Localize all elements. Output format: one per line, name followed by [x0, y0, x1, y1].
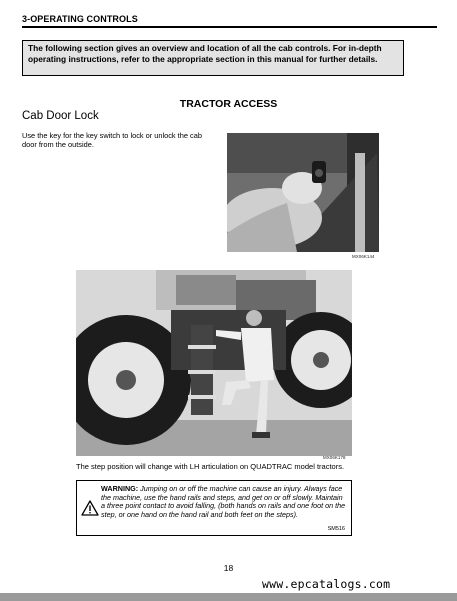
cab-door-instructions: Use the key for the key switch to lock or unlock the cab door from the outside.	[22, 131, 202, 150]
door-lock-photo	[227, 133, 379, 252]
watermark: www.epcatalogs.com	[262, 577, 391, 591]
page-number: 18	[223, 563, 234, 573]
section-title: TRACTOR ACCESS	[179, 98, 278, 110]
subsection-title: Cab Door Lock	[22, 110, 99, 122]
warning-text	[101, 485, 347, 520]
warning-code: SM516	[327, 526, 345, 532]
intro-note-text: The following section gives an overview and location of all the cab controls. For in-depth operating instructions, refer to the appropriate section in this manual for further details.	[28, 43, 382, 64]
intro-note-box	[22, 40, 404, 76]
warning-label: WARNING:	[101, 484, 139, 493]
section-header: 3-OPERATING CONTROLS	[22, 14, 138, 24]
header-rule	[22, 26, 437, 28]
bottom-bar	[0, 593, 457, 601]
figure-caption: The step position will change with LH articulation on QUADTRAC model tractors.	[76, 462, 345, 471]
warning-message: Jumping on or off the machine can cause an injury. Always face the machine, use the hand rails and steps, and get on or off slowly. Maintain a three point contact to avoid falling, (both hands on rails and one foot on the step, or one hand on the hand rail and both feet on the steps).	[101, 484, 346, 520]
figure-code: MX06K178	[323, 455, 346, 460]
warning-triangle-icon	[81, 500, 99, 516]
figure-code: MX06K144	[352, 254, 375, 259]
tractor-access-photo	[76, 270, 352, 456]
warning-box	[76, 480, 352, 536]
